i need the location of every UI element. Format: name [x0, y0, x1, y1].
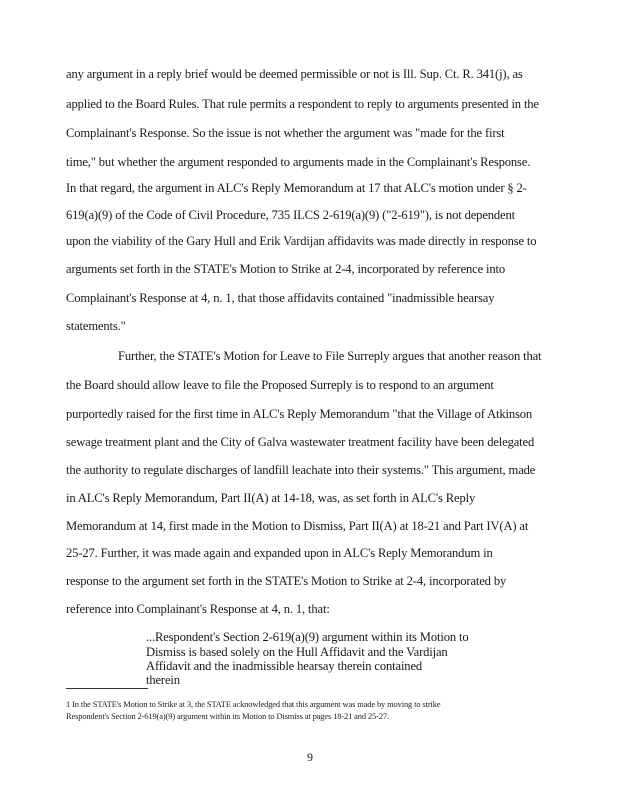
- body-line: sewage treatment plant and the City of Galva wastewater treatment facility have been delegated: [66, 435, 535, 449]
- body-line: reference into Complainant's Response at 4, n. 1, that:: [66, 602, 330, 616]
- body-line: arguments set forth in the STATE's Motion to Strike at 2-4, incorporated by reference into: [66, 262, 506, 276]
- body-line: upon the viability of the Gary Hull and Erik Vardijan affidavits was made directly in response to: [66, 234, 537, 248]
- footnote-line: Respondent's Section 2-619(a)(9) argument within its Motion to Dismiss at pages 18-21 and 25-27.: [66, 712, 389, 721]
- block-quote-line: Dismiss is based solely on the Hull Affidavit and the Vardijan: [146, 645, 448, 659]
- body-line: 25-27. Further, it was made again and expanded upon in ALC's Reply Memorandum in: [66, 546, 493, 560]
- body-line: any argument in a reply brief would be deemed permissible or not is Ill. Sup. Ct. R. 341(j), as: [66, 67, 523, 81]
- footnote-separator: [66, 688, 148, 689]
- body-line: 619(a)(9) of the Code of Civil Procedure, 735 ILCS 2-619(a)(9) ("2-619"), is not dependent: [66, 208, 515, 222]
- body-line: in ALC's Reply Memorandum, Part II(A) at 14-18, was, as set forth in ALC's Reply: [66, 491, 476, 505]
- block-quote-line: Affidavit and the inadmissible hearsay therein contained: [146, 659, 423, 673]
- body-line-indented: Further, the STATE's Motion for Leave to File Surreply argues that another reason that: [118, 349, 542, 363]
- body-line: Complainant's Response at 4, n. 1, that those affidavits contained "inadmissible hearsay: [66, 291, 495, 305]
- body-line: In that regard, the argument in ALC's Reply Memorandum at 17 that ALC's motion under § 2-: [66, 181, 527, 195]
- body-line: Memorandum at 14, first made in the Motion to Dismiss, Part II(A) at 18-21 and Part IV(A) at: [66, 519, 529, 533]
- body-line: statements.": [66, 319, 126, 333]
- footnote-line: 1 In the STATE's Motion to Strike at 3, the STATE acknowledged that this argument was made by moving to strike: [66, 700, 441, 709]
- body-line: Complainant's Response. So the issue is not whether the argument was "made for the first: [66, 126, 505, 140]
- body-line: purportedly raised for the first time in ALC's Reply Memorandum "that the Village of Atkinson: [66, 407, 533, 421]
- block-quote-line: ...Respondent's Section 2-619(a)(9) argument within its Motion to: [146, 630, 469, 644]
- body-line: time," but whether the argument responded to arguments made in the Complainant's Response.: [66, 155, 531, 169]
- block-quote-line: therein: [146, 673, 180, 687]
- body-line: the Board should allow leave to file the Proposed Surreply is to respond to an argument: [66, 378, 494, 392]
- body-line: response to the argument set forth in the STATE's Motion to Strike at 2-4, incorporated by: [66, 574, 507, 588]
- body-line: the authority to regulate discharges of landfill leachate into their systems." This argument, made: [66, 463, 536, 477]
- page-number: 9: [307, 750, 313, 764]
- body-line: applied to the Board Rules. That rule permits a respondent to reply to arguments presented in the: [66, 97, 539, 111]
